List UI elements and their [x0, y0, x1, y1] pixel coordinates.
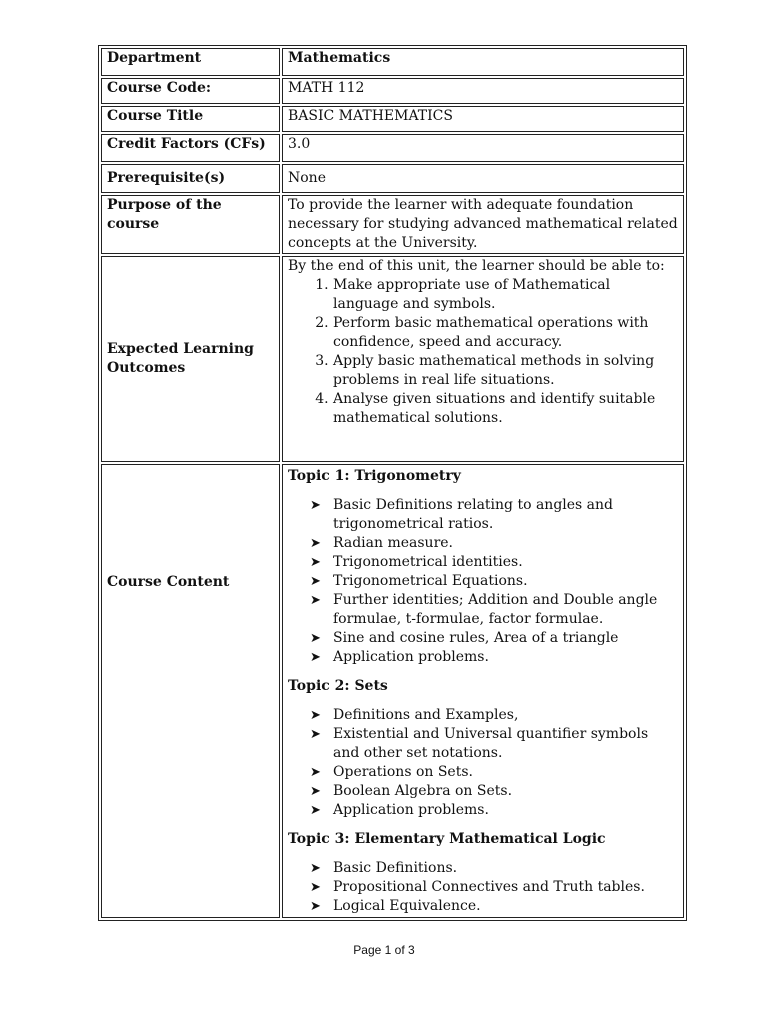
list-item: ➤ Radian measure. — [310, 535, 453, 551]
list-item: ➤ Application problems. — [310, 649, 489, 665]
list-item: ➤ Trigonometrical Equations. — [310, 573, 528, 589]
outcomes-intro: By the end of this unit, the learner should be able to: — [288, 258, 665, 274]
list-item: ➤ Operations on Sets. — [310, 764, 473, 780]
outcomes-cell — [282, 256, 684, 462]
arrowhead-bullet-icon: ➤ — [310, 880, 321, 895]
course-content-cell — [282, 464, 684, 918]
row-label: Credit Factors (CFs) — [101, 134, 280, 162]
row-value: To provide the learner with adequate foundation necessary for studying advanced mathematical related concepts at the University. — [282, 195, 684, 254]
row-value: BASIC MATHEMATICS — [282, 106, 684, 132]
list-item: ➤ Logical Equivalence. — [310, 898, 481, 914]
row-label: Course Code: — [101, 78, 280, 104]
list-item: ➤ Further identities; Addition and Double angle formulae, t-formulae, factor formulae. — [310, 592, 658, 627]
table-row — [101, 195, 684, 254]
arrowhead-bullet-icon: ➤ — [310, 765, 321, 780]
topic-list — [288, 706, 678, 820]
topic-title: Topic 3: Elementary Mathematical Logic — [288, 831, 606, 847]
arrowhead-bullet-icon: ➤ — [310, 498, 321, 513]
list-item: ➤ Propositional Connectives and Truth tables. — [310, 879, 645, 895]
table-row — [101, 256, 684, 462]
list-item: ➤ Application problems. — [310, 802, 489, 818]
list-item: ➤ Boolean Algebra on Sets. — [310, 783, 513, 799]
topic-list — [288, 496, 678, 667]
row-label: Prerequisite(s) — [101, 164, 280, 193]
table-row — [101, 164, 684, 193]
table-row — [101, 134, 684, 162]
table-row — [101, 106, 684, 132]
list-item: ➤ Existential and Universal quantifier symbols and other set notations. — [310, 726, 649, 761]
row-value: MATH 112 — [282, 78, 684, 104]
row-label: Purpose of the course — [101, 195, 280, 254]
arrowhead-bullet-icon: ➤ — [310, 536, 321, 551]
row-label: Course Title — [101, 106, 280, 132]
course-content-label: Course Content — [107, 574, 230, 590]
list-item: ➤ Basic Definitions. — [310, 860, 458, 876]
arrowhead-bullet-icon: ➤ — [310, 727, 321, 742]
arrowhead-bullet-icon: ➤ — [310, 861, 321, 876]
page-number: Page 1 of 3 — [353, 943, 415, 957]
topic-list — [288, 859, 678, 916]
list-item: 3. Apply basic mathematical methods in solving problems in real life situations. — [333, 352, 678, 390]
list-item: ➤ Basic Definitions relating to angles and trigonometrical ratios. — [310, 497, 613, 532]
list-item: ➤ Sine and cosine rules, Area of a triangle — [310, 630, 619, 646]
arrowhead-bullet-icon: ➤ — [310, 631, 321, 646]
arrowhead-bullet-icon: ➤ — [310, 899, 321, 914]
list-item: ➤ Trigonometrical identities. — [310, 554, 523, 570]
arrowhead-bullet-icon: ➤ — [310, 574, 321, 589]
row-label — [101, 464, 280, 918]
row-value: Mathematics — [282, 48, 684, 76]
row-value: 3.0 — [282, 134, 684, 162]
topic-title: Topic 1: Trigonometry — [288, 468, 461, 484]
arrowhead-bullet-icon: ➤ — [310, 784, 321, 799]
row-label: Department — [101, 48, 280, 76]
arrowhead-bullet-icon: ➤ — [310, 555, 321, 570]
row-value: None — [282, 164, 684, 193]
arrowhead-bullet-icon: ➤ — [310, 650, 321, 665]
list-item: 4. Analyse given situations and identify suitable mathematical solutions. — [333, 390, 678, 428]
table-row — [101, 78, 684, 104]
arrowhead-bullet-icon: ➤ — [310, 593, 321, 608]
arrowhead-bullet-icon: ➤ — [310, 708, 321, 723]
arrowhead-bullet-icon: ➤ — [310, 803, 321, 818]
list-item: ➤ Definitions and Examples, — [310, 707, 519, 723]
list-item: 1. Make appropriate use of Mathematical language and symbols. — [333, 276, 678, 314]
table-row — [101, 48, 684, 76]
list-item: 2. Perform basic mathematical operations with confidence, speed and accuracy. — [333, 314, 678, 352]
course-outline-table — [98, 45, 687, 921]
topic-title: Topic 2: Sets — [288, 678, 388, 694]
table-row — [101, 464, 684, 918]
outcomes-list — [288, 276, 678, 428]
row-label: Expected Learning Outcomes — [101, 256, 280, 462]
